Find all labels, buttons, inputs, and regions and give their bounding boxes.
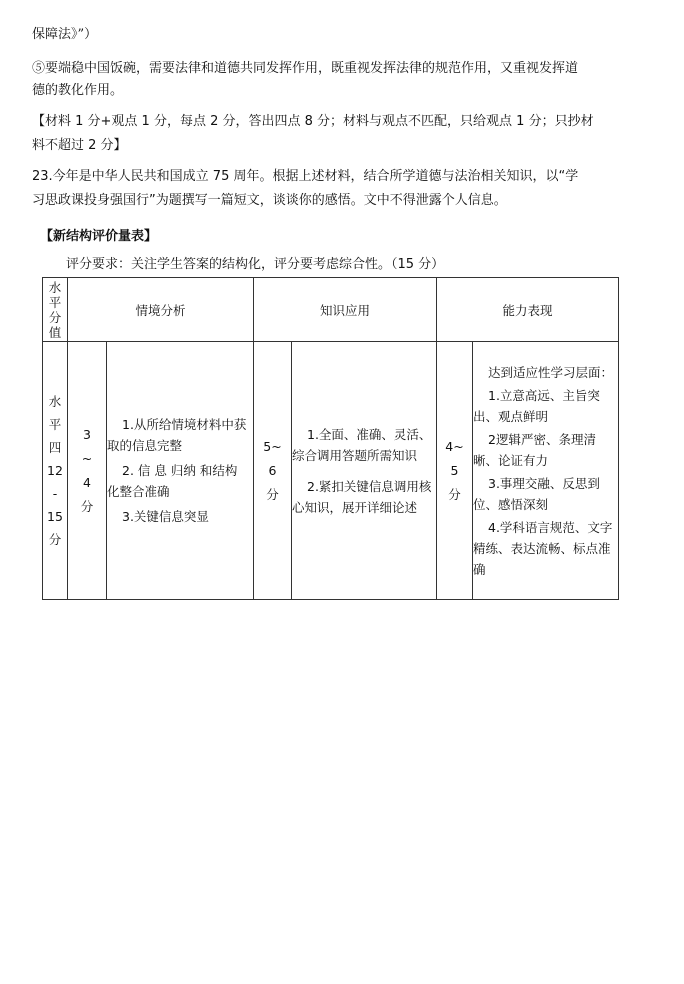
- situation-criteria: 1.从所给情境材料中获取的信息完整 2. 信 息 归纳 和结构 化整合准确 3.关键信息突显: [107, 342, 254, 600]
- knowledge-criteria: 1.全面、准确、灵活、综合调用答题所需知识 2.紧扣关键信息调用核心知识，展开详细论述: [292, 342, 437, 600]
- level-four-row: [43, 342, 619, 600]
- ability-score: 4~ 5 分: [437, 342, 473, 600]
- level-cell: 水 平 四 12 - 15 分: [43, 342, 68, 600]
- header-level: 水 平 分 值: [43, 278, 68, 342]
- text-line: ⑤要端稳中国饭碗，需要法律和道德共同发挥作用，既重视发挥法律的规范作用，又重视发挥道: [32, 61, 579, 76]
- question-23: 23.今年是中华人民共和国成立 75 周年。根据上述材料，结合所学道德与法治相关知识，以“学: [32, 169, 579, 184]
- header-ability: 能力表现: [437, 278, 619, 342]
- table-title: 【新结构评价量表】: [40, 229, 158, 244]
- question-23: 习思政课投身强国行”为题撰写一篇短文，谈谈你的感悟。文中不得泄露个人信息。: [32, 193, 507, 208]
- scoring-note: 【材料 1 分+观点 1 分，每点 2 分，答出四点 8 分；材料与观点不匹配，只给观点 1 分；只抄材: [32, 114, 594, 129]
- header-row: [43, 278, 619, 342]
- scoring-note: 料不超过 2 分】: [32, 138, 127, 153]
- text-line: 德的教化作用。: [32, 83, 124, 98]
- ability-criteria: 达到适应性学习层面： 1.立意高远、主旨突出、观点鲜明 2逻辑严密、条理清晰、论证有力 3.事理交融、反思到位、感悟深刻 4.学科语言规范、文字精练、表达流畅、标点准确: [473, 342, 619, 600]
- text-line: 保障法》”）: [32, 27, 98, 42]
- situation-score: 3 ~ 4 分: [68, 342, 107, 600]
- header-knowledge: 知识应用: [254, 278, 437, 342]
- header-situation: 情境分析: [68, 278, 254, 342]
- scoring-requirement: 评分要求：关注学生答案的结构化，评分要考虑综合性。（15 分）: [66, 257, 445, 272]
- evaluation-table: [42, 277, 619, 600]
- knowledge-score: 5~ 6 分: [254, 342, 292, 600]
